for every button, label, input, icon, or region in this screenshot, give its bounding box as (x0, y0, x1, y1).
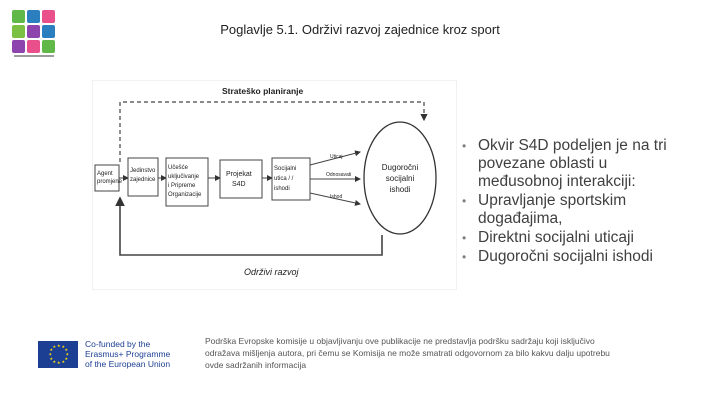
project-logo (10, 8, 56, 54)
logo-tile (27, 40, 40, 53)
disclaimer-line: ovde sadržanih informacija (205, 360, 307, 370)
unity-box-line: zajednice (130, 177, 156, 183)
inclusion-box-line: i Pripreme (168, 183, 196, 189)
inclusion-box (166, 158, 208, 206)
bullet-line: Dugoročni socijalni ishodi (478, 248, 653, 265)
diagram-bottom-label: Održivi razvoj (244, 267, 299, 277)
ellipse-line: Dugoročni (381, 163, 419, 172)
ellipse-line: ishodi (389, 185, 411, 194)
project-box (220, 160, 262, 198)
svg-text:★: ★ (57, 360, 61, 365)
social-box (272, 158, 310, 200)
eu-funding-text (85, 339, 185, 369)
disclaimer (205, 335, 705, 371)
svg-text:★: ★ (49, 356, 54, 361)
svg-text:★: ★ (57, 343, 61, 348)
bullet-line: povezane oblasti u (478, 155, 608, 172)
disclaimer-line: Podrška Evropske komisije u objavljivanju ove publikacije ne predstavlja podršku sadržaju koji isključivo (205, 336, 595, 346)
svg-text:★: ★ (65, 351, 70, 357)
svg-text:★: ★ (52, 359, 57, 364)
page-title: Poglavlje 5.1. Održivi razvoj zajednice kroz sport (220, 22, 500, 37)
logo-tile (27, 10, 40, 23)
relation-label: Odnosavati (326, 172, 352, 178)
logo-tile (12, 10, 25, 23)
unity-box (128, 158, 158, 196)
bullet-dot: • (462, 194, 467, 208)
svg-text:★: ★ (61, 359, 66, 364)
agent-box-line: Agent (97, 171, 113, 177)
project-box-line: S4D (232, 181, 246, 188)
svg-text:★: ★ (64, 347, 69, 352)
svg-text:★: ★ (48, 351, 53, 357)
eu-funding-line: Erasmus+ Programme (85, 349, 171, 359)
inclusion-box-line: uključivanje (168, 174, 200, 180)
inclusion-box-line: Organizacije (168, 192, 202, 198)
bullet-line: Upravljanje sportskim (478, 192, 627, 209)
logo-caption-line (14, 55, 54, 57)
s4d-framework-diagram (92, 80, 457, 290)
logo-tile (12, 40, 25, 53)
diagram-top-label: Strateško planiranje (222, 86, 304, 96)
inclusion-box-line: Učešće (168, 165, 189, 171)
bullet-dot: • (462, 139, 467, 153)
bullet-dot: • (462, 231, 467, 245)
social-box-line: Socijalni (274, 166, 297, 172)
social-box-line: utica / / (274, 176, 294, 182)
bullet-line: Direktni socijalni uticaji (478, 229, 634, 246)
svg-text:★: ★ (64, 356, 69, 361)
bullet-item (458, 192, 713, 228)
logo-tile (27, 25, 40, 38)
bullet-line: međusobnoj interakciji: (478, 173, 636, 190)
svg-text:★: ★ (61, 344, 66, 349)
bullet-dot: • (462, 250, 467, 264)
eu-funding-line: Co-funded by the (85, 339, 151, 349)
svg-text:★: ★ (49, 347, 54, 352)
bullet-item (458, 229, 713, 247)
logo-tile (42, 25, 55, 38)
unity-box-line: Jedinstvo (130, 168, 156, 174)
bullet-list (458, 137, 713, 267)
bullet-line: Okvir S4D podeljen je na tri (478, 137, 667, 154)
logo-tile (42, 10, 55, 23)
outcome-label: Ishod (330, 194, 343, 200)
bullet-item (458, 137, 713, 191)
impact-label: Uticaj (330, 154, 343, 160)
ellipse-line: socijalni (385, 174, 415, 183)
svg-text:★: ★ (52, 344, 57, 349)
project-box-line: Projekat (226, 171, 252, 178)
social-box-line: ishodi (274, 186, 290, 192)
logo-tile (42, 40, 55, 53)
agent-box (95, 165, 123, 191)
logo-tile (12, 25, 25, 38)
bullet-line: događajima, (478, 210, 563, 227)
agent-box-line: promjene (97, 179, 123, 185)
eu-flag-icon (38, 341, 78, 368)
bullet-item (458, 248, 713, 266)
long-term-outcomes-ellipse (364, 122, 436, 234)
eu-funding-line: of the European Union (85, 359, 171, 369)
disclaimer-line: odražava mišljenja autora, pri čemu se Komisija ne može smatrati odgovornom za bilo kakvu dalju upotrebu (205, 348, 610, 358)
